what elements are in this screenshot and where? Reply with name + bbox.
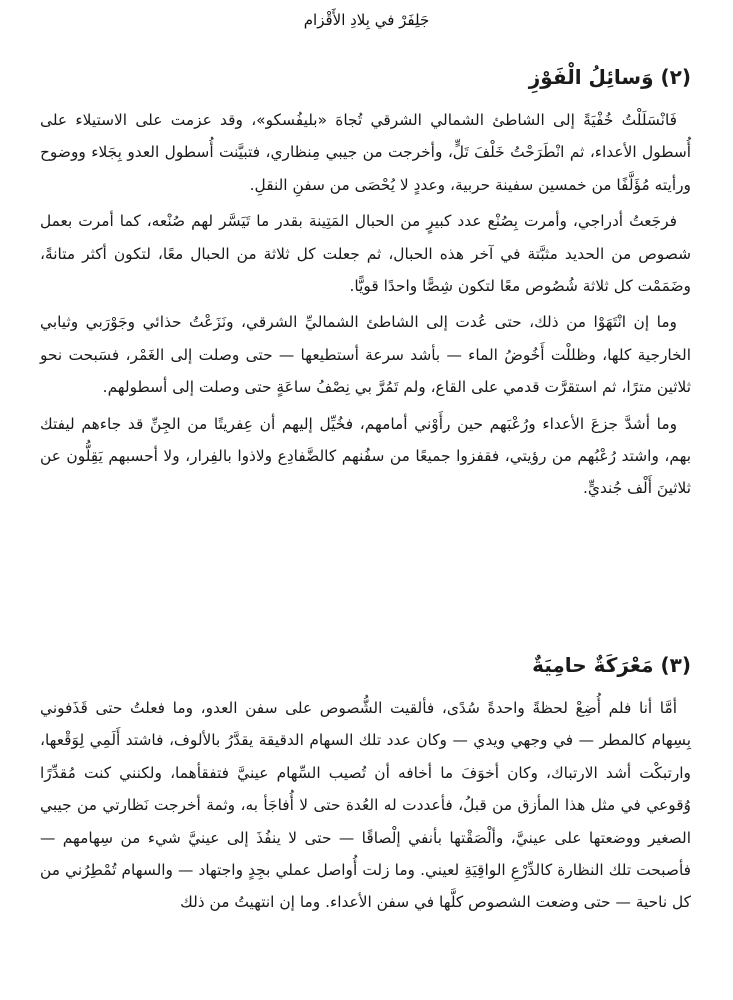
- section-means-of-victory: [40, 62, 691, 509]
- paragraph: وما أشدَّ جزعَ الأعداء ورُعْبَهم حين رأَوْني أمامهم، فخُيِّل إليهم أن عِفريتًا من الجِنِّ قد جاءهم ليفتك بهم، واشتد رُعْبُهم من رؤيتي، فقفزوا جميعًا من سفُنهم كالضَّفادِع ولاذوا بالفِرار، ولا أحسبهم يَقِلُّون عن ثلاثينَ أَلْف جُنديٍّ.: [40, 414, 691, 498]
- paragraph: أمَّا أنا فلم أُضِعْ لحظةً واحدةً سُدًى، فألقيت الشُّصوص على سفن العدو، وما فعلتُ حتى قَذَفوني بِسِهام كالمطر — في وجهي ويدي — وكان عدد تلك السهام الدقيقة يقدَّرُ بالألوف، فاشتد أَلَمِي لِوَقْعها، وارتبكْت أشد الارتباك، وكان أخوَفَ ما أخافه أن تُصيب السِّهام عينيَّ فتفقأهما، ولكنني كنت مُقدِّرًا وُقوعي في مثل هذا المأزق من قبلُ، فأعددت له العُدة حتى لا أُفاجَأ به، وثمة أخرجت نَظارتي من جيبي الصغير ووضعتها على عينيَّ، وألْصَقْتها بأنفي إلْصاقًا — حتى لا ينفُذَ إلى عينيَّ شيء من سِهامهم — فأصبحت تلك النظارة كالدِّرْعِ الواقِيَةِ لعيني. وما زلت أُواصل عملي بجِدٍ واجتهاد — والسهام تُمْطِرُني من كل ناحية — حتى وضعت الشصوص كلَّها في سفن الأعداء. وما إن انتهيتُ من ذلك: [40, 699, 691, 912]
- section-fierce-battle: [40, 650, 691, 923]
- section-title: (٣) مَعْرَكَةٌ حامِيَةٌ: [532, 653, 691, 677]
- running-header: جَلِفَرْ في بِلادِ الأَقْزام: [303, 11, 430, 29]
- paragraph: فَانْسَلَلْتُ خُفْيَةً إلى الشاطئ الشمالي الشرقي تُجاهَ «بليفُسكو»، وقد عزمت على الاستيلاء على أُسطول الأعداء، ثم انْطَرَحْتُ خَلْفَ تَلٍّ، وأخرجت من جيبي مِنظاري، فتبيَّنت أُسطول العدو بِجَلاء ووضوح ورأيته مُؤَلَّفًا من خمسين سفينة حربية، وعددٍ لا يُحْصَى من سفنِ النقلِ.: [40, 111, 691, 194]
- paragraph: وما إن انْتَهَوْا من ذلك، حتى عُدت إلى الشاطئ الشماليِّ الشرقي، ونَزَعْتُ حذائي وجَوْرَبي وثيابي الخارجية كلها، وظللْت أَخُوضُ الماء — بأشد سرعة أستطيعها — حتى وصلت إلى الغَمْر، فسَبحت نحو ثلاثين مترًا، ثم استقرَّت قدمي على القاع، ولم تَمُرَّ بي نِصْفُ ساعَةٍ حتى وصلت إلى أسطولهم.: [40, 313, 691, 397]
- section-title: (٢) وَسائِلُ الْفَوْزِ: [528, 65, 691, 89]
- paragraph: فرجَعتُ أدراجي، وأمرت بِصُنْع عدد كبيرٍ من الحبال المَتِينة بقدر ما تَيَسَّر لهم صُنْعه، كما أمرت بعمل شصوص من الحديد مثبَّتة في آخر هذه الحبال، ثم جعلت كل ثلاثة من الحبال معًا، لتكون أكثر متانةً، وضَمَمْت كل ثلاثة شُصُوص معًا لتكون شِصًّا واحدًا قويًّا.: [40, 212, 691, 296]
